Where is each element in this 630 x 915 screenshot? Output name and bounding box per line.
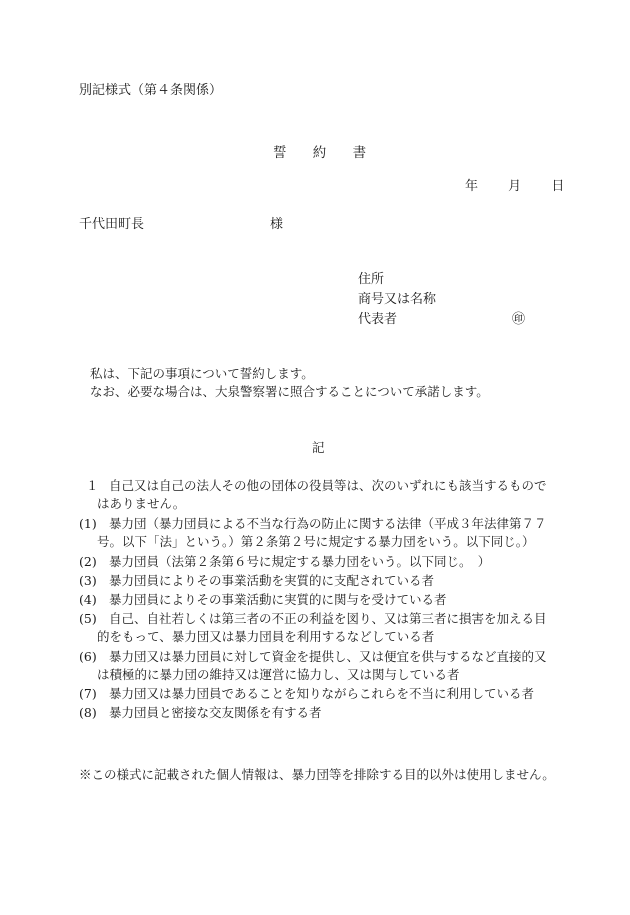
item-number: (6)	[79, 649, 97, 664]
item-text: 暴力団（暴力団員による不当な行為の防止に関する法律（平成３年法律第７７	[109, 516, 547, 531]
item-text: 自己、自社若しくは第三者の不正の利益を図り、又は第三者に損害を加える目	[109, 611, 547, 626]
item-number: (2)	[79, 554, 97, 569]
date-line	[465, 178, 564, 196]
clause-1-number: １	[86, 478, 99, 493]
item-number: (1)	[79, 516, 97, 531]
item-number: (8)	[79, 705, 97, 720]
item-continuation: 号。以下「法」という。）第２条第２号に規定する暴力団をいう。以下同じ。）	[97, 534, 535, 549]
date-month: 月	[508, 179, 522, 194]
item-text: 暴力団員によりその事業活動に実質的に関与を受けている者	[109, 592, 447, 607]
date-day: 日	[551, 179, 565, 194]
item-text: 暴力団又は暴力団員であることを知りながらこれらを不当に利用している者	[109, 686, 535, 701]
item-continuation: 的をもって、暴力団又は暴力団員を利用するなどしている者	[97, 629, 435, 644]
item-text: 暴力団員と密接な交友関係を有する者	[109, 705, 322, 720]
address-label: 住所	[358, 272, 385, 287]
item-number: (7)	[79, 686, 97, 701]
item-number: (5)	[79, 611, 97, 626]
item-text: 暴力団員（法第２条第６号に規定する暴力団をいう。以下同じ。 ）	[109, 554, 491, 569]
recipient-honorific: 様	[270, 217, 284, 232]
item-number: (4)	[79, 592, 97, 607]
representative-label: 代表者	[358, 312, 398, 327]
date-year: 年	[465, 179, 479, 194]
item-continuation: は積極的に暴力団の維持又は運営に協力し、又は関与している者	[97, 667, 460, 682]
privacy-footnote: ※この様式に記載された個人情報は、暴力団等を排除する目的以外は使用しません。	[79, 767, 555, 782]
pledge-line-1: 私は、下記の事項について誓約します。	[90, 366, 314, 381]
pledge-line-2: なお、必要な場合は、大泉警察署に照合することについて承諾します。	[90, 384, 489, 399]
recipient-name: 千代田町長	[79, 217, 145, 232]
form-label: 別記様式（第４条関係）	[79, 83, 223, 98]
company-name-label: 商号又は名称	[358, 292, 437, 307]
item-text: 暴力団員によりその事業活動を実質的に支配されている者	[109, 573, 435, 588]
document-title	[273, 141, 366, 161]
ki-heading: 記	[312, 440, 325, 455]
clause-1-line-1: 自己又は自己の法人その他の団体の役員等は、次のいずれにも該当するもので	[109, 478, 547, 493]
item-number: (3)	[79, 573, 97, 588]
item-text: 暴力団又は暴力団員に対して資金を提供し、又は便宜を供与するなど直接的又	[109, 649, 547, 664]
seal-mark: ㊞	[512, 312, 526, 327]
title-char-1: 誓	[273, 145, 287, 161]
clause-1-line-2: はありません。	[97, 496, 186, 511]
title-char-2: 約	[312, 145, 327, 161]
title-char-3: 書	[352, 145, 367, 161]
